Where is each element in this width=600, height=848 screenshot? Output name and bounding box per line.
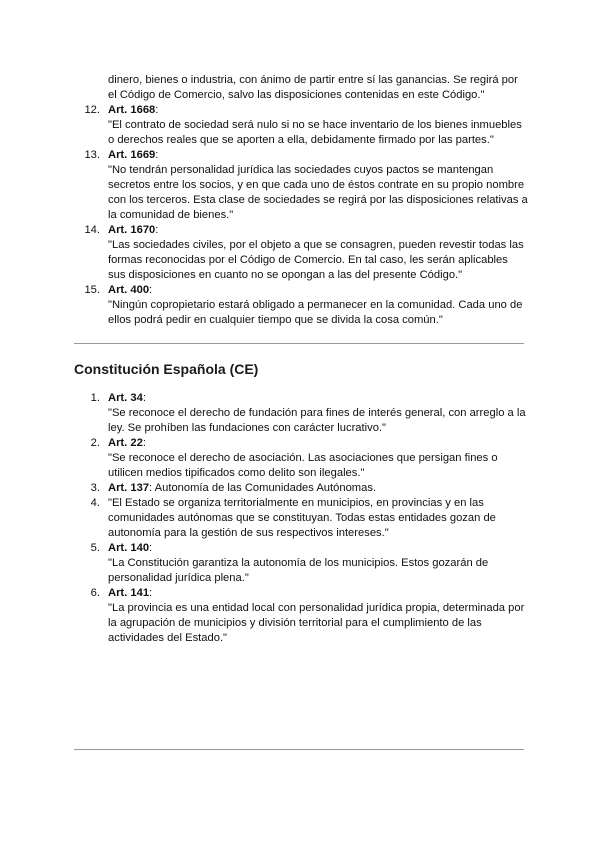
article-colon: : bbox=[149, 284, 153, 296]
article-text: "Las sociedades civiles, por el objeto a que se consagren, pueden revestir todas las formas reconocidas por el Código de Comercio. En tal caso, les serán aplicables sus disposiciones en cuanto no se opongan a las del presente Código." bbox=[108, 239, 524, 281]
footer-divider bbox=[74, 749, 524, 750]
article-number: Art. 400 bbox=[108, 284, 150, 296]
list-item bbox=[84, 223, 528, 283]
article-number: Art. 140 bbox=[108, 542, 150, 554]
section-divider bbox=[74, 343, 524, 344]
item-number: 5. bbox=[90, 542, 100, 554]
list-item bbox=[90, 436, 528, 481]
list-item bbox=[84, 148, 528, 223]
article-colon: : bbox=[155, 224, 159, 236]
list-item bbox=[84, 283, 528, 328]
article-text: "El contrato de sociedad será nulo si no se hace inventario de los bienes inmuebles o derechos reales que se aporten a ella, debidamente firmado por las partes." bbox=[108, 119, 522, 146]
item-number: 4. bbox=[90, 497, 100, 509]
list-item bbox=[90, 496, 528, 541]
item-number: 1. bbox=[90, 392, 100, 404]
cc-article-list bbox=[84, 73, 528, 328]
item-number: 14. bbox=[84, 224, 100, 236]
item-number: 2. bbox=[90, 437, 100, 449]
article-colon: : bbox=[142, 392, 146, 404]
article-inline-text: : Autonomía de las Comunidades Autónomas. bbox=[149, 482, 377, 494]
list-item bbox=[84, 103, 528, 148]
article-number: Art. 1668 bbox=[108, 104, 156, 116]
article-number: Art. 1670 bbox=[108, 224, 156, 236]
article-text: "El Estado se organiza territorialmente en municipios, en provincias y en las comunidades autónomas que se constituyan. Todas estas entidades gozan de autonomía para la gestión de sus respectivos intereses." bbox=[108, 497, 496, 539]
ce-article-list bbox=[90, 391, 528, 646]
article-colon: : bbox=[149, 542, 153, 554]
article-text: "La provincia es una entidad local con personalidad jurídica propia, determinada por la agrupación de municipios y división territorial para el cumplimiento de las actividades del Estado." bbox=[108, 602, 525, 644]
article-number: Art. 34 bbox=[108, 392, 143, 404]
list-item bbox=[90, 481, 528, 496]
article-colon: : bbox=[149, 587, 153, 599]
article-number: Art. 137 bbox=[108, 482, 150, 494]
list-item bbox=[90, 541, 528, 586]
item-number: 3. bbox=[90, 482, 100, 494]
item-number: 12. bbox=[84, 104, 100, 116]
list-item bbox=[90, 586, 528, 646]
item-number: 6. bbox=[90, 587, 100, 599]
article-colon: : bbox=[155, 104, 159, 116]
article-number: Art. 22 bbox=[108, 437, 143, 449]
list-item bbox=[90, 391, 528, 436]
article-colon: : bbox=[155, 149, 159, 161]
article-colon: : bbox=[142, 437, 146, 449]
article-number: Art. 1669 bbox=[108, 149, 156, 161]
section-title: Constitución Española (CE) bbox=[74, 361, 259, 377]
article-text: "Ningún copropietario estará obligado a permanecer en la comunidad. Cada uno de ellos podrá pedir en cualquier tiempo que se divida la cosa común." bbox=[108, 299, 523, 326]
article-text: "Se reconoce el derecho de fundación para fines de interés general, con arreglo a la ley. Se prohíben las fundaciones con carácter lucrativo." bbox=[108, 407, 526, 434]
article-text: "Se reconoce el derecho de asociación. Las asociaciones que persigan fines o utilicen medios tipificados como delito son ilegales." bbox=[108, 452, 498, 479]
list-item-continuation bbox=[108, 73, 528, 103]
article-number: Art. 141 bbox=[108, 587, 150, 599]
article-text: dinero, bienes o industria, con ánimo de partir entre sí las ganancias. Se regirá por el Código de Comercio, salvo las disposiciones contenidas en este Código." bbox=[108, 74, 518, 101]
item-number: 15. bbox=[84, 284, 100, 296]
item-number: 13. bbox=[84, 149, 100, 161]
article-text: "La Constitución garantiza la autonomía de los municipios. Estos gozarán de personalidad jurídica plena." bbox=[108, 557, 489, 584]
article-text: "No tendrán personalidad jurídica las sociedades cuyos pactos se mantengan secretos entre los socios, y en que cada uno de éstos contrate en su propio nombre con los terceros. Esta clase de sociedades se regirá por las disposiciones relativas a la comunidad de bienes." bbox=[108, 164, 528, 221]
